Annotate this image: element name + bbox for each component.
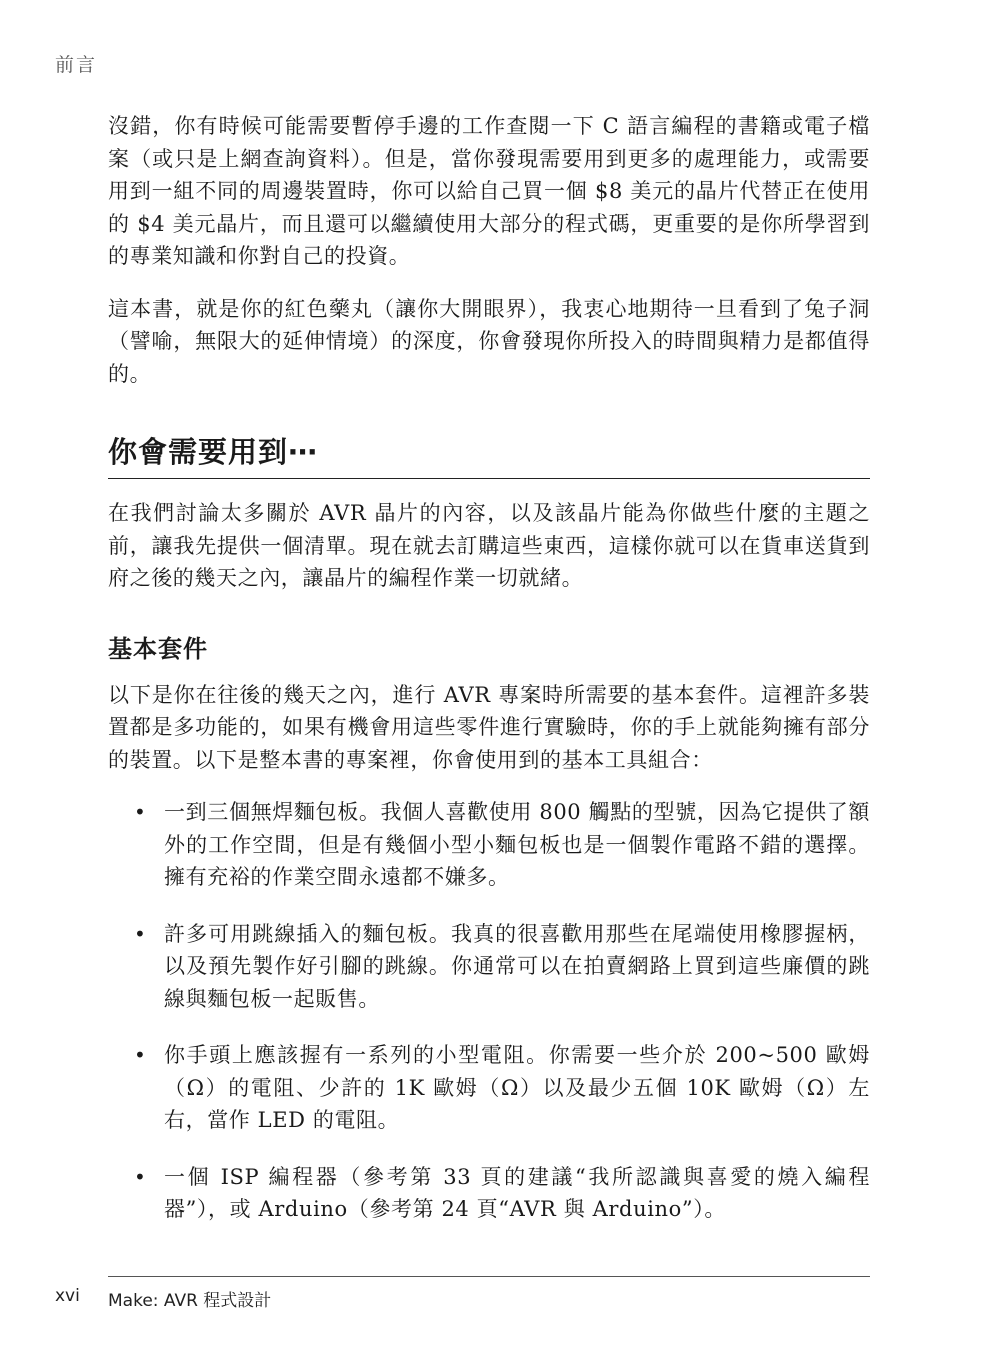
parts-list xyxy=(108,796,870,1226)
bullet-icon: • xyxy=(134,800,147,824)
page-number: xvi xyxy=(55,1286,80,1306)
list-item xyxy=(108,796,870,894)
list-item-text: 一個 ISP 編程器（參考第 33 頁的建議“我所認識與喜愛的燒入編程器”），或 Arduino（參考第 24 頁“AVR 與 Arduino”）。 xyxy=(164,1164,870,1221)
subsection-paragraph: 以下是你在往後的幾天之內，進行 AVR 專案時所需要的基本套件。這裡許多裝置都是多功能的，如果有機會用這些零件進行實驗時，你的手上就能夠擁有部分的裝置。以下是整本書的專案裡，你會使用到的基本工具組合： xyxy=(108,682,870,772)
list-item-text: 一到三個無焊麵包板。我個人喜歡使用 800 觸點的型號，因為它提供了額外的工作空間，但是有幾個小型小麵包板也是一個製作電路不錯的選擇。擁有充裕的作業空間永遠都不嫌多。 xyxy=(164,800,870,889)
body-paragraph: 這本書，就是你的紅色藥丸（讓你大開眼界），我衷心地期待一旦看到了兔子洞（譬喻，無限大的延伸情境）的深度，你會發現你所投入的時間與精力是都值得的。 xyxy=(108,296,870,386)
list-item-text: 你手頭上應該握有一系列的小型電阻。你需要一些介於 200~500 歐姆（Ω）的電阻、少許的 1K 歐姆（Ω）以及最少五個 10K 歐姆（Ω）左右，當作 LED 的電阻。 xyxy=(164,1043,870,1132)
running-head: 前言 xyxy=(55,54,98,76)
section-paragraph: 在我們討論太多關於 AVR 晶片的內容，以及該晶片能為你做些什麼的主題之前，讓我先提供一個清單。現在就去訂購這些東西，這樣你就可以在貨車送貨到府之後的幾天之內，讓晶片的編程作業一切就緒。 xyxy=(108,501,870,590)
bullet-icon: • xyxy=(134,921,147,946)
list-item xyxy=(108,1161,870,1226)
page-content xyxy=(108,110,870,1250)
footer-rule xyxy=(108,1276,870,1277)
list-item xyxy=(108,918,870,1016)
subsection-heading: 基本套件 xyxy=(108,634,208,663)
list-item-text: 許多可用跳線插入的麵包板。我真的很喜歡用那些在尾端使用橡膠握柄，以及預先製作好引腳的跳線。你通常可以在拍賣網路上買到這些廉價的跳線與麵包板一起販售。 xyxy=(164,921,870,1011)
body-paragraph: 沒錯，你有時候可能需要暫停手邊的工作查閱一下 C 語言編程的書籍或電子檔案（或只是上網查詢資料）。但是，當你發現需要用到更多的處理能力，或需要用到一組不同的周邊裝置時，你可以給自己買一個 $8 美元的晶片代替正在使用的 $4 美元晶片，而且還可以繼續使用大部分的程式碼，更重要的是你所學習到的專業知識和你對自己的投資。 xyxy=(108,114,870,268)
bullet-icon: • xyxy=(134,1164,147,1189)
book-title: Make: AVR 程式設計 xyxy=(108,1291,272,1311)
list-item xyxy=(108,1039,870,1137)
section-heading: 你會需要用到⋯ xyxy=(108,432,870,479)
bullet-icon: • xyxy=(134,1043,147,1067)
